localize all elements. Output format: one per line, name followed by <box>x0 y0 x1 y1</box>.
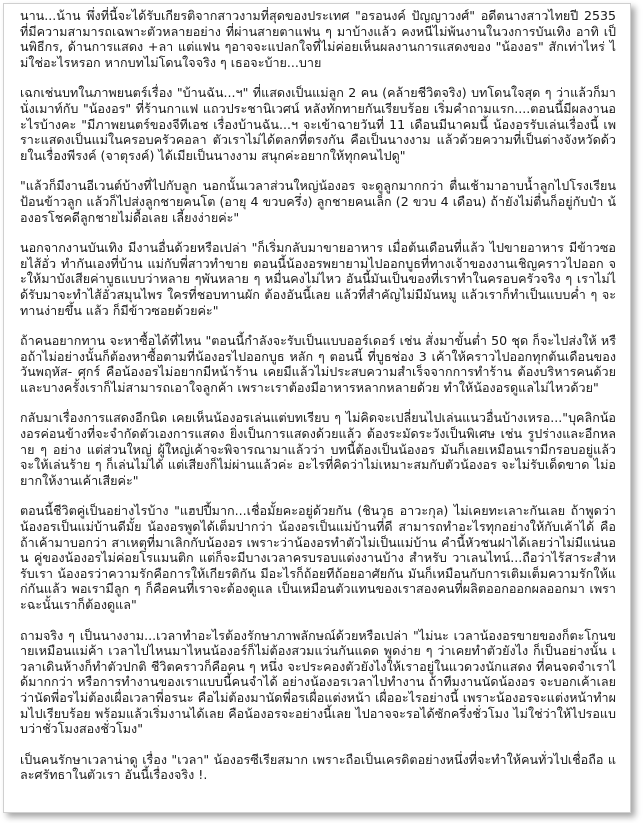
article-paragraph-1: นาน...น้าน พึ่งที่นี้จะได้รับเกียรติจากสาวงามที่สุดของประเทศ "อรอนงค์ ปัญญาวงศ์" อดีตนางสาวไทยปี 2535 ที่มีความสามารถเฉพาะตัวหลายอย่าง ที่ผ่านสายตาแฟน ๆ มาบ้างแล้ว คงหนีไม่พ้นงานในวงการบันเทิง อาทิ เป็นพิธีกร, ด้านการแสดง +ลา แต่แฟน ๆอาจจะแปลกใจที่ไม่ค่อยเห็นผลงานการแสดงของ "น้องอร" สักเท่าไหร่ ไม่ใช่อะไรหรอก หากบทไม่โดนใจจริง ๆ เธอจะบ้าย...บาย <box>20 8 616 70</box>
article-page <box>3 3 631 813</box>
article-paragraph-9: เป็นคนรักษาเวลาน่าดู เรื่อง "เวลา" น้องอรซีเรียสมาก เพราะถือเป็นเครดิตอย่างหนึ่งที่จะทำให้คนทั่วไปเชื่อถือ และศรัทธาในตัวเรา อันนี้เรื่องจริง !. <box>20 751 616 783</box>
article-paragraph-7: ตอนนี้ชีวิตคู่เป็นอย่างไรบ้าง "แฮปปี้มาก...เชื่อมั้ยคะอยู่ด้วยกัน (ชินวุธ อาวะกุล) ไม่เคยทะเลาะกันเลย ถ้าพูดว่าน้องอรเป็นแม่บ้านดีมั้ย น้องอรพูดได้เต็มปากว่า น้องอรเป็นแม่บ้านที่ดี สามารถทำอะไรทุกอย่างให้กับเค้าได้ คือถ้าเค้ามาบอกว่า สาเหตุที่มาเลิกกับน้องอร เพราะว่าน้องอรทำตัวไม่เป็นแม่บ้าน คำนี้หัวชนฝาได้เลยว่าไม่มีแน่นอน คู่ของน้องอรไม่ค่อยโรแมนติก แต่ก็จะมีบางเวลาครบรอบแต่งงานบ้าง สำหรับ วาเลนไทน์...ถือว่าไร้สาระสำหรับเรา น้องอรว่าความรักคือการให้เกียรติกัน มีอะไรก็ถ้อยทีถ้อยอาศัยกัน มันก็เหมือนกับการเติมเต็มความรักให้แก่กันแล้ว พอเรามีลูก ๆ ก็คือคนที่เราจะต้องดูแล เป็นเหมือนตัวแทนของเราสองคนที่ผลิตออกออกผลออกมา เพราะฉะนั้นเราก็ต้องดูแล" <box>20 503 616 612</box>
article-paragraph-8: ถามจริง ๆ เป็นนางงาม...เวลาทำอะไรต้องรักษาภาพลักษณ์ด้วยหรือเปล่า "ไม่นะ เวลาน้องอรขายของก็ตะโกนขายเหมือนแม่ค้า เวลาไปไหนมาไหนน้องอร์ก็ไม่ต้องสวมแว่นกันแดด พูดง่าย ๆ ว่าเคยทำตัวยังไง ก็เป็นอย่างนั้น เวลาเดินห้างก็ทำตัวปกติ ชีวิตคราวก็คือคน ๆ หนึ่ง จะประคองตัวยังไงให้เราอยู่ในแวดวงนักแสดง ที่คนจดจำเราได้มากกว่า หรือการทำงานของเราแบบนี้คนจำได้ อย่างน้องอรเวลาไปทำงาน ถ้าทีมงานนัดน้องอร จะบอกเค้าเลยว่านัดพี่อรไม่ต้องเผื่อเวลาพี่อรนะ คือไม่ต้องมานัดพี่อรเผื่อแต่งหน้า เผื่ออะไรอย่างนี้ เพราะน้องอรจะแต่งหน้าทำผมไปเรียบร้อย พร้อมแล้วเริ่มงานได้เลย คือน้องอรจะอย่างนี้เลย ไปอาจจะรอได้ซักครึ่งชั่วโมง ไม่ใช่ว่าให้ไปรอแบบว่าชั่วโมงสองชั่วโมง" <box>20 627 616 737</box>
article-paragraph-4: นอกจากงานบันเทิง มีงานอื่นด้วยหรือเปล่า "ก็เริ่มกลับมาขายอาหาร เมื่อต้นเดือนที่แล้ว ไปขายอาหาร มีข้าวซอยไส้อั่ว ทำกันเองที่บ้าน แม่กับพี่สาวทำขาย ตอนนี้น้องอรพยายามไปออกบูธที่ทางเจ้าของงานเชิญคราวไปออก จะให้มาบังเสียค่าบูธแบบว่าหลาย ๆพันหลาย ๆ หมื่นคงไม่ไหว อันนี้มันเป็นของที่เราทำในครอบครัวจริง ๆ เราไม่ได้รับมาจะทำไส้อั่วสมุนไพร ใครที่ชอบทานผัก ต้องอันนี้เลย แล้วที่สำคัญไม่มีมันหมู แล้วเราก็ทำเป็นแบบค่ำ ๆ จะทานง่ายขึ้น แล้ว ก็มีข้าวซอยด้วยค่ะ" <box>20 240 616 318</box>
article-paragraph-5: ถ้าคนอยากทาน จะหาซื้อได้ที่ไหน "ตอนนี้กำลังจะรับเป็นแบบออร์เดอร์ เช่น สั่งมาขั้นต่ำ 50 ชุด ก็จะไปส่งให้ หรือถ้าไม่อย่างนั้นก็ต้องหาซื้อตามที่น้องอรไปออกบูธ หลัก ๆ ตอนนี้ ที่บูธช่อง 3 เค้าให้คราวไปออกทุกต้นเดือนของวันพฤหัส- ศุกร์ คือน้องอรไม่อยากมีหน้าร้าน เคยมีแล้วไม่ประสบความสำเร็จจากการทำร้าน ต้องบริหารคนด้วย และบางครั้งเราก็ไม่สามารถเอาใจลูกค้า เพราะเราต้องมีอาหารหลากหลายด้วย ทำให้น้องอรดูแลไม่ไหวด้วย" <box>20 333 616 395</box>
article-paragraph-2: เฉกเช่นบทในภาพยนตร์เรื่อง "บ้านฉัน...ฯ" ที่แสดงเป็นแม่ลูก 2 คน (คล้ายชีวิตจริง) บทโดนใจสุด ๆ ว่าแล้วก็มานั่งเมาท์กับ "น้องอร" ที่ร้านกาแฟ แถวประชานิเวศน์ หลังทักทายกันเรียบร้อย เริ่มคำถามแรก....ตอนนี้มีผลงานอะไรบ้างคะ "มีภาพยนตร์ของจีทีเอช เรื่องบ้านฉัน...ฯ จะเข้าฉายวันที่ 11 เดือนมีนาคมนี้ น้องอรรับเล่นเรื่องนี้ เพราะแสดงเป็นแม่ในครอบครัวคอลา ตัวเราไม่ได้ตลกที่ตรงกัน คือเป็นนางงาม แล้วด้วยความที่เป็นต่างจังหวัดด้วยในเรื่องพีรงค์ (จาตุรงค์) ได้เมียเป็นนางงาม สนุกค่ะอยากให้ทุกคนไปดู" <box>20 85 616 163</box>
article-paragraph-6: กลับมาเรื่องการแสดงอีกนิด เคยเห็นน้องอรเล่นแต่บทเรียบ ๆ ไม่คิดจะเปลี่ยนไปเล่นแนวอื่นบ้างเหรอ..."บุคลิกน้องอรค่อนข้างที่จะจำกัดตัวเองการแสดง ยิ่งเป็นการแสดงด้วยแล้ว ต้องระมัดระวังเป็นพิเศษ เช่น รูปร่างและอีกหลาย ๆ อย่าง แต่ส่วนใหญ่ ผู้ใหญ่เค้าจะพิจารณามาแล้วว่า บทนี้ต้องเป็นน้องอร มันก็เลยเหมือนเรามีกรอบอยู่แล้ว จะให้เล่นร้าย ๆ ก็เล่นไม่ได้ แต่เสียงก็ไม่ผ่านแล้วค่ะ อะไรที่คิดว่าไม่เหมาะสมกับตัวน้องอร จะไม่รับเด็ดขาด ไม่อยากให้งานเค้าเสียค่ะ" <box>20 410 616 488</box>
article-paragraph-3: "แล้วก็มีงานอีเวนต์บ้างที่ไปกับลูก นอกนั้นเวลาส่วนใหญ่น้องอร จะดูลูกมากกว่า ตื่นเช้ามาอาบน้ำลูกไปโรงเรียน ป้อนข้าวลูก แล้วก็ไปส่งลูกชายคนโต (อายุ 4 ขวบครึ่ง) ลูกชายคนเล็ก (2 ขวบ 4 เดือน) ถ้ายังไม่ตื่นก็อยู่กับป๋า น้องอรโชคดีลูกชายไม่ดื้อเลย เลี้ยงง่ายค่ะ" <box>20 178 616 225</box>
